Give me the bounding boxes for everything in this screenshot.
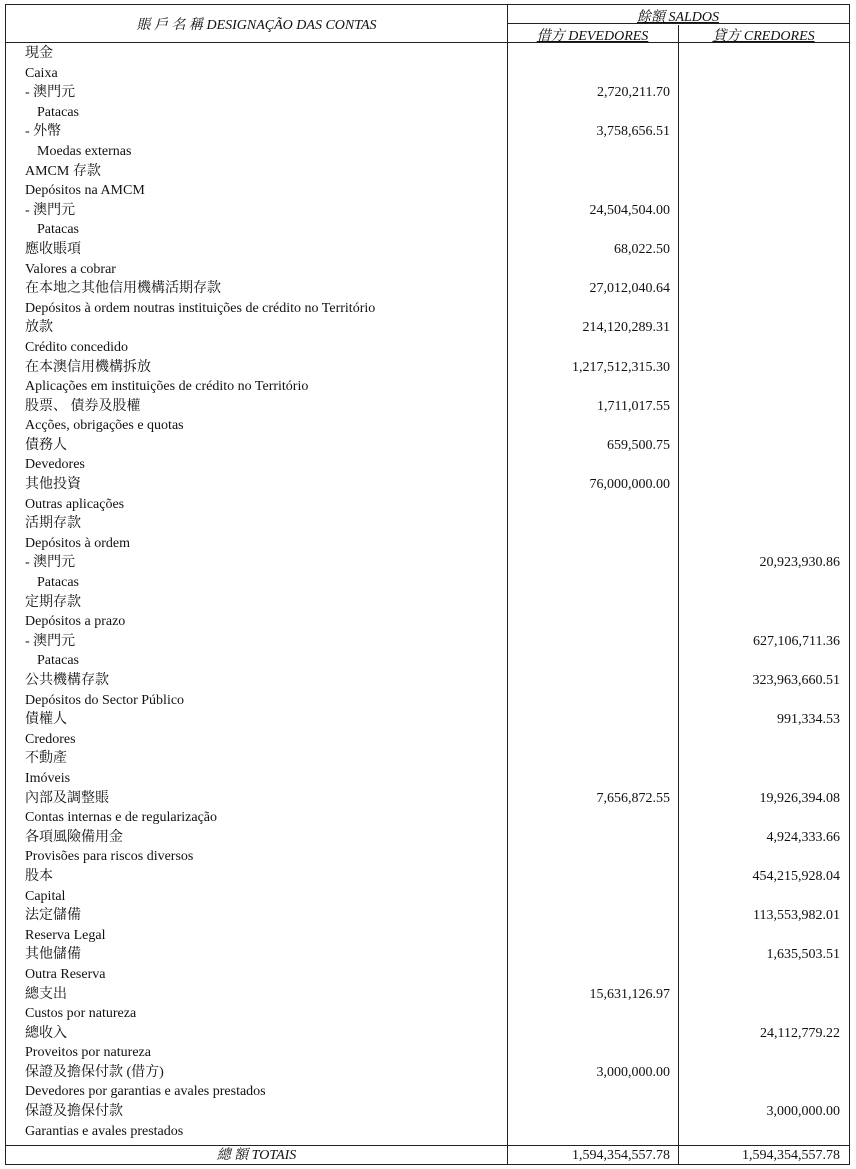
totals-top-rule (6, 1145, 849, 1146)
table-row (6, 1024, 849, 1044)
table-row (6, 887, 849, 907)
table-row (6, 847, 849, 867)
debit-value: 7,656,872.55 (596, 790, 670, 806)
table-row (6, 103, 849, 123)
table-row (6, 260, 849, 280)
table-row (6, 573, 849, 593)
table-row (6, 651, 849, 671)
table-row (6, 906, 849, 926)
table-row (6, 789, 849, 809)
table-row (6, 612, 849, 632)
table-row (6, 377, 849, 397)
account-name: Patacas (37, 575, 79, 591)
totals-label: 總 額 TOTAIS (216, 1148, 297, 1163)
account-name: - 外幣 (25, 124, 62, 140)
debit-value: 659,500.75 (607, 437, 670, 453)
account-name: 不動產 (25, 751, 67, 767)
account-name: Valores a cobrar (25, 261, 116, 277)
account-name: Devedores por garantias e avales prestados (25, 1084, 266, 1100)
saldos-header: 餘額 SALDOS (636, 10, 720, 25)
table-row (6, 299, 849, 319)
table-row (6, 593, 849, 613)
table-row (6, 475, 849, 495)
account-name: 放款 (25, 320, 53, 336)
account-name: 應收賬項 (25, 241, 81, 257)
table-row (6, 83, 849, 103)
table-row (6, 749, 849, 769)
table-row (6, 1122, 849, 1142)
table-row (6, 240, 849, 260)
account-name: Outras aplicações (25, 496, 125, 512)
credit-value: 454,215,928.04 (752, 868, 840, 884)
account-name: - 澳門元 (25, 85, 76, 101)
debit-value: 27,012,040.64 (589, 281, 670, 297)
table-row (6, 397, 849, 417)
account-name: Depósitos a prazo (25, 614, 126, 630)
credit-value: 3,000,000.00 (766, 1104, 840, 1120)
table-row (6, 1004, 849, 1024)
account-name: Depósitos à ordem (25, 535, 130, 551)
table-row (6, 534, 849, 554)
table-row (6, 710, 849, 730)
account-name: Capital (25, 888, 66, 904)
credit-value: 991,334.53 (777, 712, 840, 728)
table-row (6, 279, 849, 299)
account-name: 保證及擔保付款 (借方) (25, 1064, 164, 1080)
account-name: - 澳門元 (25, 633, 76, 649)
account-name: Devedores (25, 457, 85, 473)
debit-value: 2,720,211.70 (597, 85, 670, 101)
account-name: Patacas (37, 222, 79, 238)
table-row (6, 691, 849, 711)
account-name: 債權人 (25, 712, 67, 728)
debit-value: 214,120,289.31 (582, 320, 670, 336)
debit-value: 15,631,126.97 (589, 986, 670, 1002)
table-row (6, 318, 849, 338)
account-name: Patacas (37, 653, 79, 669)
table-row (6, 455, 849, 475)
account-name: - 澳門元 (25, 202, 76, 218)
account-name: 法定儲備 (25, 908, 81, 924)
table-row (6, 730, 849, 750)
table-row (6, 671, 849, 691)
account-name: 在本地之其他信用機構活期存款 (25, 281, 221, 297)
credit-value: 20,923,930.86 (759, 555, 840, 571)
account-name: Acções, obrigações e quotas (25, 418, 184, 434)
debit-value: 3,000,000.00 (596, 1064, 670, 1080)
debit-value: 1,217,512,315.30 (572, 359, 670, 375)
account-name: 內部及調整賬 (25, 790, 109, 806)
table-row (6, 162, 849, 182)
account-name: Crédito concedido (25, 339, 129, 355)
table-row (6, 1063, 849, 1083)
account-name: Depósitos à ordem noutras instituições de crédito no Território (25, 300, 376, 316)
account-name: Depósitos do Sector Público (25, 692, 185, 708)
account-name: Provisões para riscos diversos (25, 849, 194, 865)
account-name: 現金 (25, 46, 53, 61)
debit-column-header: 借方 DEVEDORES (536, 29, 649, 44)
debit-value: 68,022.50 (614, 241, 670, 257)
account-name: 其他儲備 (25, 947, 81, 963)
table-row (6, 1082, 849, 1102)
account-name: Aplicações em instituições de crédito no Território (25, 379, 309, 395)
table-row (6, 965, 849, 985)
account-name: - 澳門元 (25, 555, 76, 571)
account-name: 其他投資 (25, 477, 81, 493)
account-name: Depósitos na AMCM (25, 183, 145, 199)
credit-value: 19,926,394.08 (759, 790, 840, 806)
account-rows (6, 44, 849, 1141)
credit-value: 1,635,503.51 (766, 947, 840, 963)
table-row (6, 553, 849, 573)
account-name: 總收入 (25, 1025, 67, 1041)
table-row (6, 514, 849, 534)
debit-value: 76,000,000.00 (589, 477, 670, 493)
account-name: Custos por natureza (25, 1006, 137, 1022)
table-row (6, 769, 849, 789)
table-row (6, 338, 849, 358)
table-row (6, 436, 849, 456)
account-name: Reserva Legal (25, 927, 106, 943)
account-name: Moedas externas (37, 143, 132, 159)
table-row (6, 64, 849, 84)
table-row (6, 828, 849, 848)
credit-value: 4,924,333.66 (766, 829, 840, 845)
table-row (6, 220, 849, 240)
account-name: 定期存款 (25, 594, 81, 610)
credit-value: 24,112,779.22 (760, 1025, 840, 1041)
debit-value: 24,504,504.00 (589, 202, 670, 218)
account-name: 保證及擔保付款 (25, 1104, 123, 1120)
table-row (6, 181, 849, 201)
credit-value: 323,963,660.51 (752, 673, 840, 688)
table-row (6, 416, 849, 436)
table-row (6, 1043, 849, 1063)
debit-value: 3,758,656.51 (596, 124, 670, 140)
account-name: Caixa (25, 65, 58, 81)
credit-value: 627,106,711.36 (753, 633, 840, 649)
account-name: Proveitos por natureza (25, 1045, 151, 1061)
table-row (6, 945, 849, 965)
account-name: 債務人 (25, 437, 67, 453)
table-row (6, 632, 849, 652)
balance-sheet-table (5, 4, 850, 1165)
account-column-header: 賬 戶 名 稱 DESIGNAÇÃO DAS CONTAS (136, 18, 377, 33)
table-row (6, 44, 849, 64)
table-row (6, 985, 849, 1005)
account-name: Patacas (37, 104, 79, 120)
totals-row (6, 1147, 849, 1165)
table-row (6, 495, 849, 515)
credit-value: 113,553,982.01 (753, 908, 840, 924)
credit-column-header: 貸方 CREDORES (712, 29, 815, 44)
table-row (6, 142, 849, 162)
table-row (6, 926, 849, 946)
table-row (6, 1102, 849, 1122)
table-row (6, 867, 849, 887)
account-name: 總支出 (25, 986, 67, 1002)
debit-value: 1,711,017.55 (597, 398, 670, 414)
totals-debit: 1,594,354,557.78 (572, 1148, 670, 1163)
account-name: 活期存款 (25, 516, 81, 532)
table-row (6, 808, 849, 828)
account-name: Imóveis (25, 770, 71, 786)
account-name: Garantias e avales prestados (25, 1123, 184, 1139)
account-name: Contas internas e de regularização (25, 810, 218, 826)
account-name: 公共機構存款 (25, 673, 109, 688)
totals-credit: 1,594,354,557.78 (742, 1148, 840, 1163)
table-row (6, 358, 849, 378)
account-name: Credores (25, 731, 76, 747)
table-row (6, 201, 849, 221)
account-name: 股票、 債券及股權 (25, 398, 141, 414)
account-name: 股本 (25, 868, 53, 884)
account-name: 各項風險備用金 (25, 829, 123, 845)
account-name: AMCM 存款 (25, 163, 101, 179)
account-name: Outra Reserva (25, 966, 106, 982)
table-row (6, 122, 849, 142)
account-name: 在本澳信用機構拆放 (25, 359, 151, 375)
